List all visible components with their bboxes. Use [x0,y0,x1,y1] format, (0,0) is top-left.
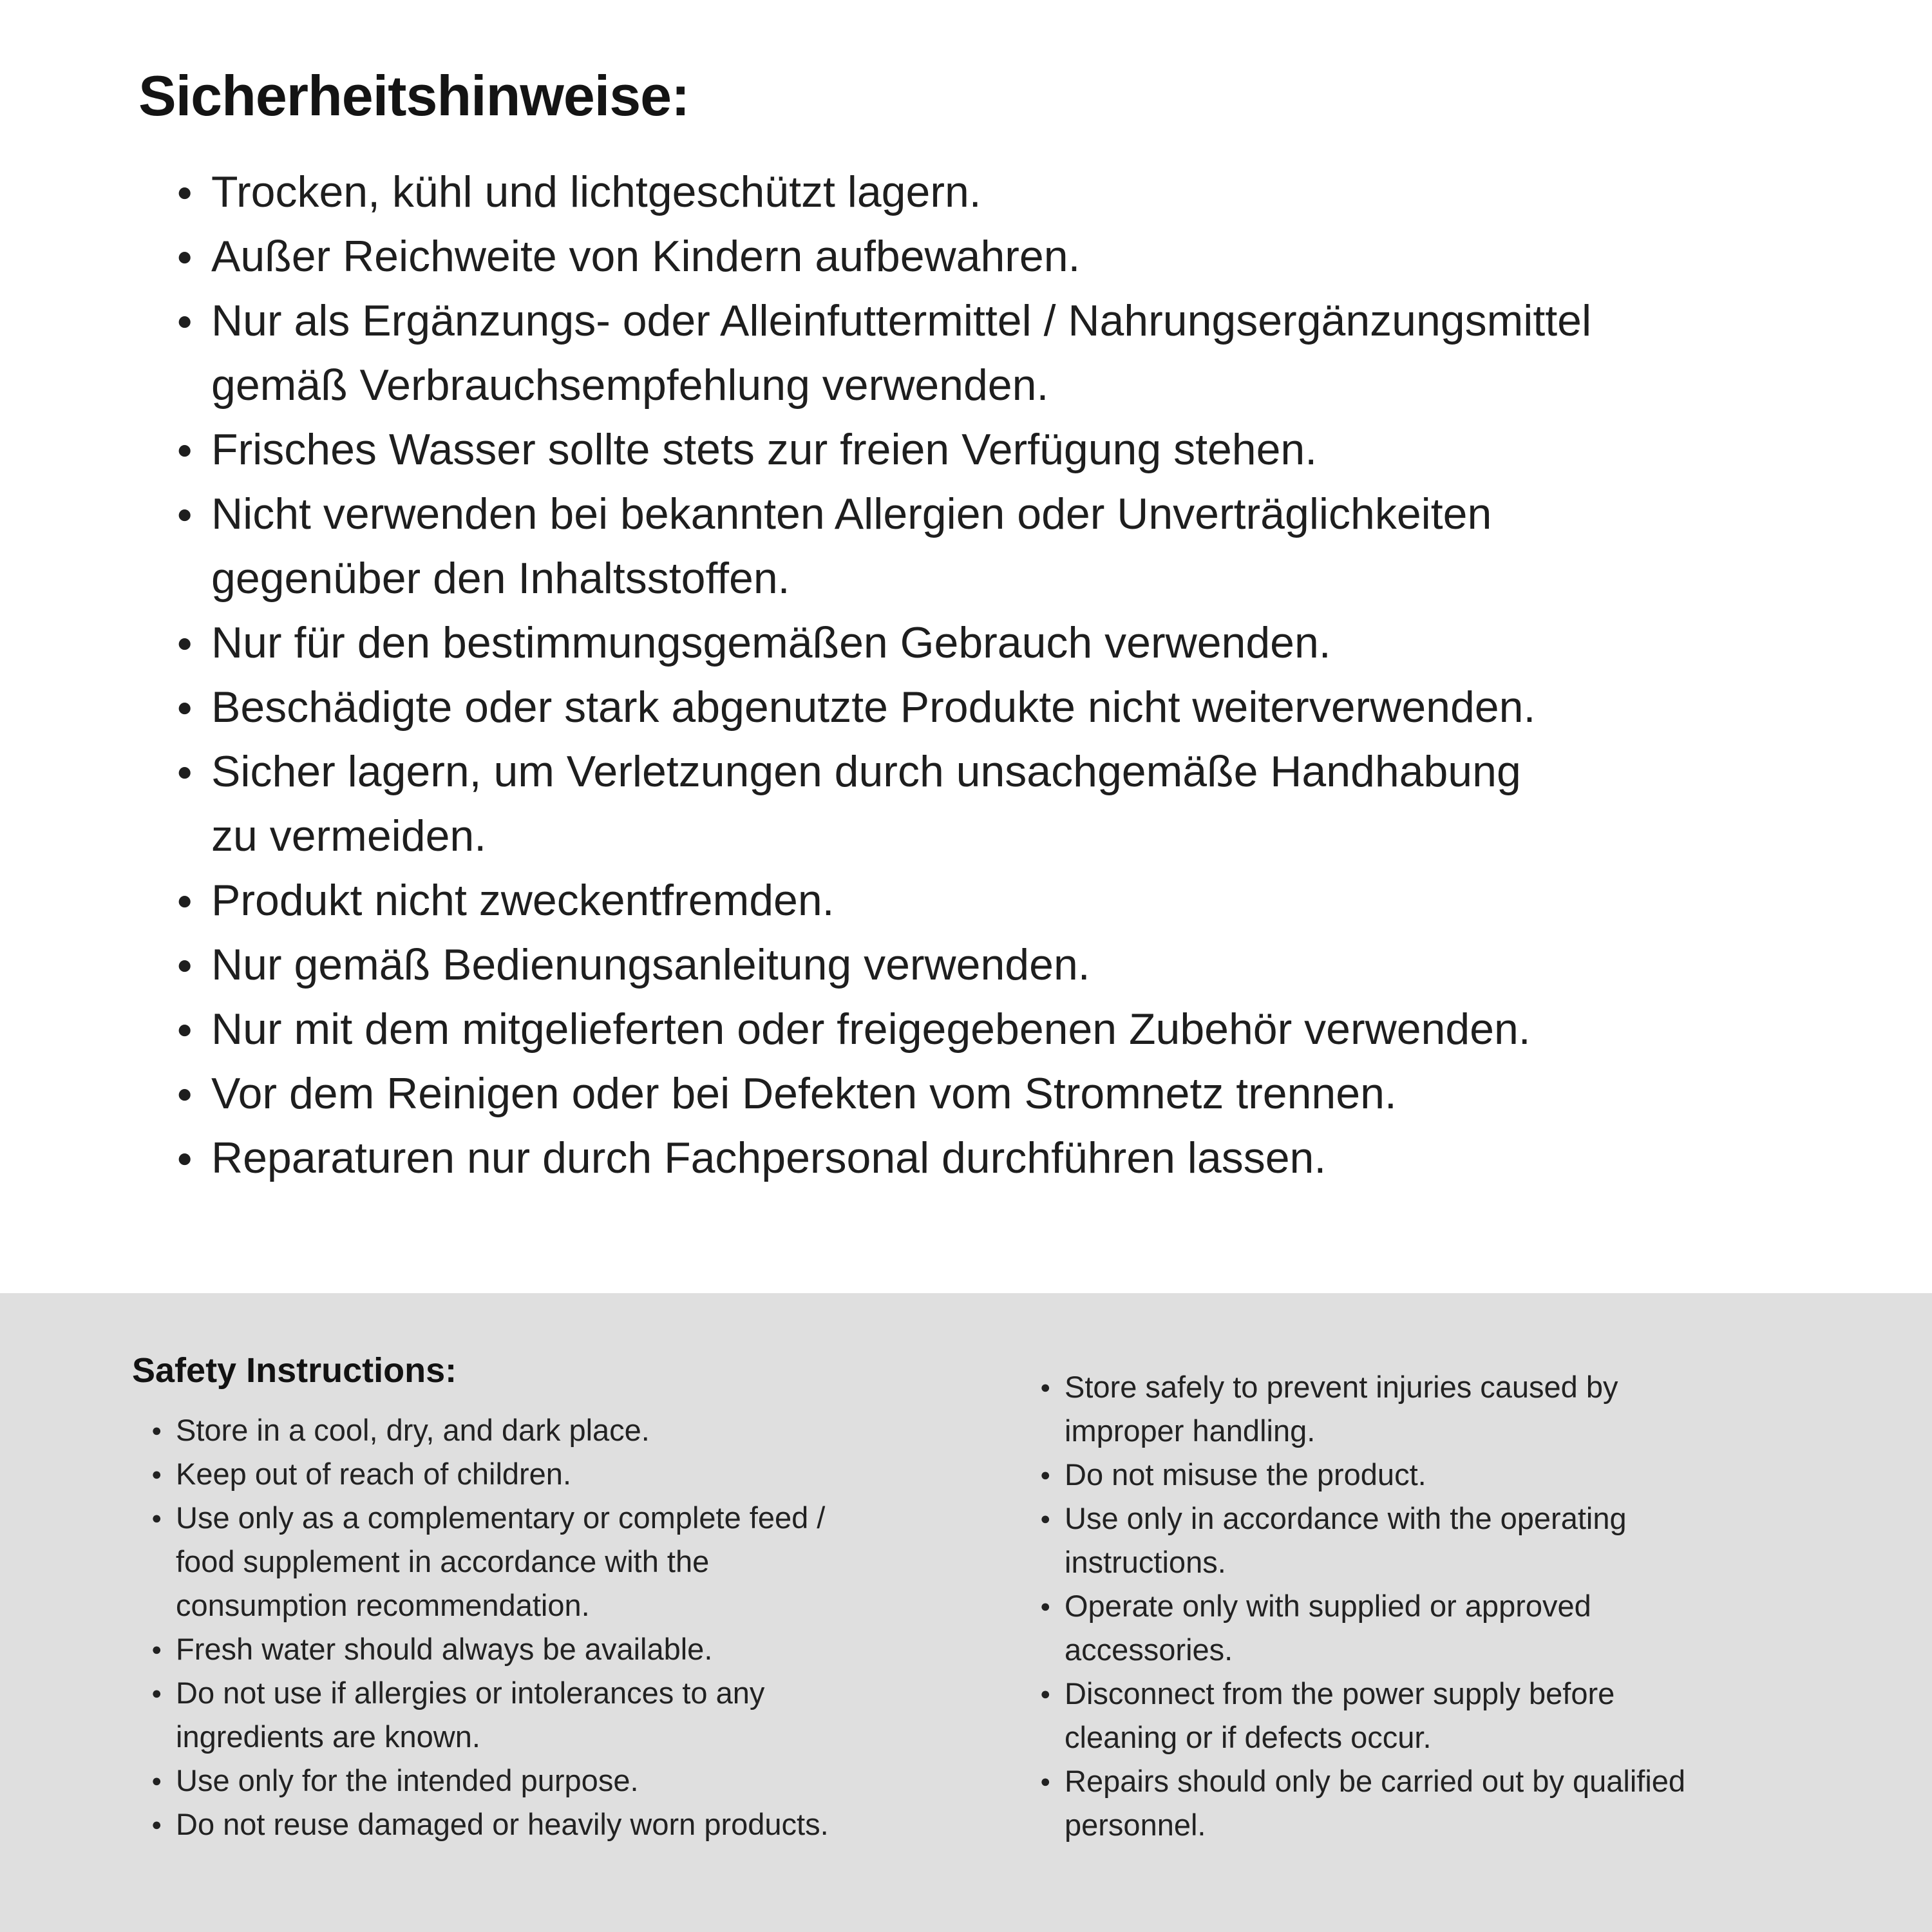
list-item [176,417,1932,482]
bullet-icon: ● [176,1142,193,1173]
bullet-icon: ● [151,1770,162,1790]
list-item-line: Repairs should only be carried out by qualified [1065,1764,1686,1798]
bullet-icon: ● [176,305,193,336]
german-section-title: Sicherheitshinweise: [138,64,690,128]
list-item [1040,1497,1903,1584]
list-item [176,739,1932,868]
list-item-line: Außer Reichweite von Kindern aufbewahren. [211,231,1081,281]
list-item [151,1452,995,1496]
list-item-line: Keep out of reach of children. [176,1456,572,1491]
list-item-line: Nicht verwenden bei bekannten Allergien oder Unverträglichkeiten [211,489,1492,538]
bullet-icon: ● [1040,1464,1051,1484]
list-item [151,1408,995,1452]
list-item-line: gegenüber den Inhaltsstoffen. [211,553,790,603]
bullet-icon: ● [1040,1596,1051,1616]
list-item-line: Disconnect from the power supply before [1065,1676,1615,1710]
bullet-icon: ● [151,1463,162,1484]
list-item-line: Store in a cool, dry, and dark place. [176,1412,650,1447]
bullet-icon: ● [1040,1771,1051,1791]
list-item [1040,1453,1903,1497]
list-item-line: instructions. [1065,1545,1226,1579]
bullet-icon: ● [151,1638,162,1659]
list-item-line: Use only in accordance with the operating [1065,1501,1627,1535]
list-item-line: Frisches Wasser sollte stets zur freien Verfügung stehen. [211,424,1318,474]
bullet-icon: ● [151,1682,162,1703]
list-item [1040,1584,1903,1672]
bullet-icon: ● [1040,1683,1051,1703]
list-item-line: Do not use if allergies or intolerances to any [176,1675,765,1710]
list-item [176,1126,1932,1190]
list-item-line: Do not reuse damaged or heavily worn products. [176,1806,829,1841]
bullet-icon: ● [176,755,193,786]
list-item [176,160,1932,224]
list-item [1040,1759,1903,1847]
list-item [1040,1365,1903,1453]
list-item-line: Nur für den bestimmungsgemäßen Gebrauch verwenden. [211,618,1331,667]
english-left-column [132,1350,995,1846]
bullet-icon: ● [1040,1377,1051,1397]
list-item-line: Beschädigte oder stark abgenutzte Produkte nicht weiterverwenden. [211,682,1536,732]
list-item-line: zu vermeiden. [211,811,487,860]
bullet-icon: ● [151,1419,162,1440]
english-safety-list-left [151,1408,995,1846]
english-right-column [1040,1365,1903,1847]
list-item-line: Sicher lagern, um Verletzungen durch unsachgemäße Handhabung [211,746,1521,796]
list-item-line: accessories. [1065,1633,1233,1667]
list-item [176,933,1932,997]
bullet-icon: ● [176,1013,193,1044]
bullet-icon: ● [176,949,193,980]
german-safety-list [176,160,1932,1190]
list-item [176,997,1932,1061]
bullet-icon: ● [176,433,193,464]
list-item [151,1759,995,1803]
bullet-icon: ● [1040,1508,1051,1528]
list-item-line: consumption recommendation. [176,1587,590,1622]
bullet-icon: ● [176,884,193,915]
list-item-line: Reparaturen nur durch Fachpersonal durchführen lassen. [211,1133,1327,1182]
bullet-icon: ● [151,1507,162,1528]
list-item-line: personnel. [1065,1808,1206,1842]
list-item [176,289,1932,417]
list-item [1040,1672,1903,1759]
list-item-line: Fresh water should always be available. [176,1631,713,1666]
list-item-line: food supplement in accordance with the [176,1544,710,1578]
list-item [176,611,1932,675]
bullet-icon: ● [176,627,193,658]
list-item-line: Nur gemäß Bedienungsanleitung verwenden. [211,940,1090,989]
list-item-line: Store safely to prevent injuries caused by [1065,1370,1618,1404]
list-item-line: improper handling. [1065,1414,1316,1448]
list-item-line: Use only as a complementary or complete feed / [176,1500,826,1535]
list-item [151,1496,995,1627]
bullet-icon: ● [176,176,193,207]
list-item-line: gemäß Verbrauchsempfehlung verwenden. [211,360,1049,410]
list-item-line: Do not misuse the product. [1065,1457,1426,1492]
bullet-icon: ● [176,691,193,722]
list-item [176,868,1932,933]
list-item-line: Trocken, kühl und lichtgeschützt lagern. [211,167,981,216]
list-item [176,675,1932,739]
list-item [176,224,1932,289]
list-item-line: Vor dem Reinigen oder bei Defekten vom Stromnetz trennen. [211,1068,1397,1118]
english-safety-section [0,1293,1932,1932]
list-item-line: Operate only with supplied or approved [1065,1589,1591,1623]
list-item-line: Nur mit dem mitgelieferten oder freigegebenen Zubehör verwenden. [211,1004,1531,1054]
list-item [176,1061,1932,1126]
bullet-icon: ● [176,498,193,529]
list-item [176,482,1932,611]
bullet-icon: ● [151,1814,162,1834]
list-item-line: ingredients are known. [176,1719,480,1754]
list-item [151,1671,995,1759]
bullet-icon: ● [176,1077,193,1108]
list-item-line: Produkt nicht zweckentfremden. [211,875,835,925]
english-safety-list-right [1040,1365,1903,1847]
bullet-icon: ● [176,240,193,271]
list-item [151,1803,995,1846]
english-section-title: Safety Instructions: [132,1351,457,1390]
list-item [151,1627,995,1671]
list-item-line: cleaning or if defects occur. [1065,1720,1432,1754]
list-item-line: Use only for the intended purpose. [176,1763,639,1797]
list-item-line: Nur als Ergänzungs- oder Alleinfuttermittel / Nahrungsergänzungsmittel [211,296,1592,345]
